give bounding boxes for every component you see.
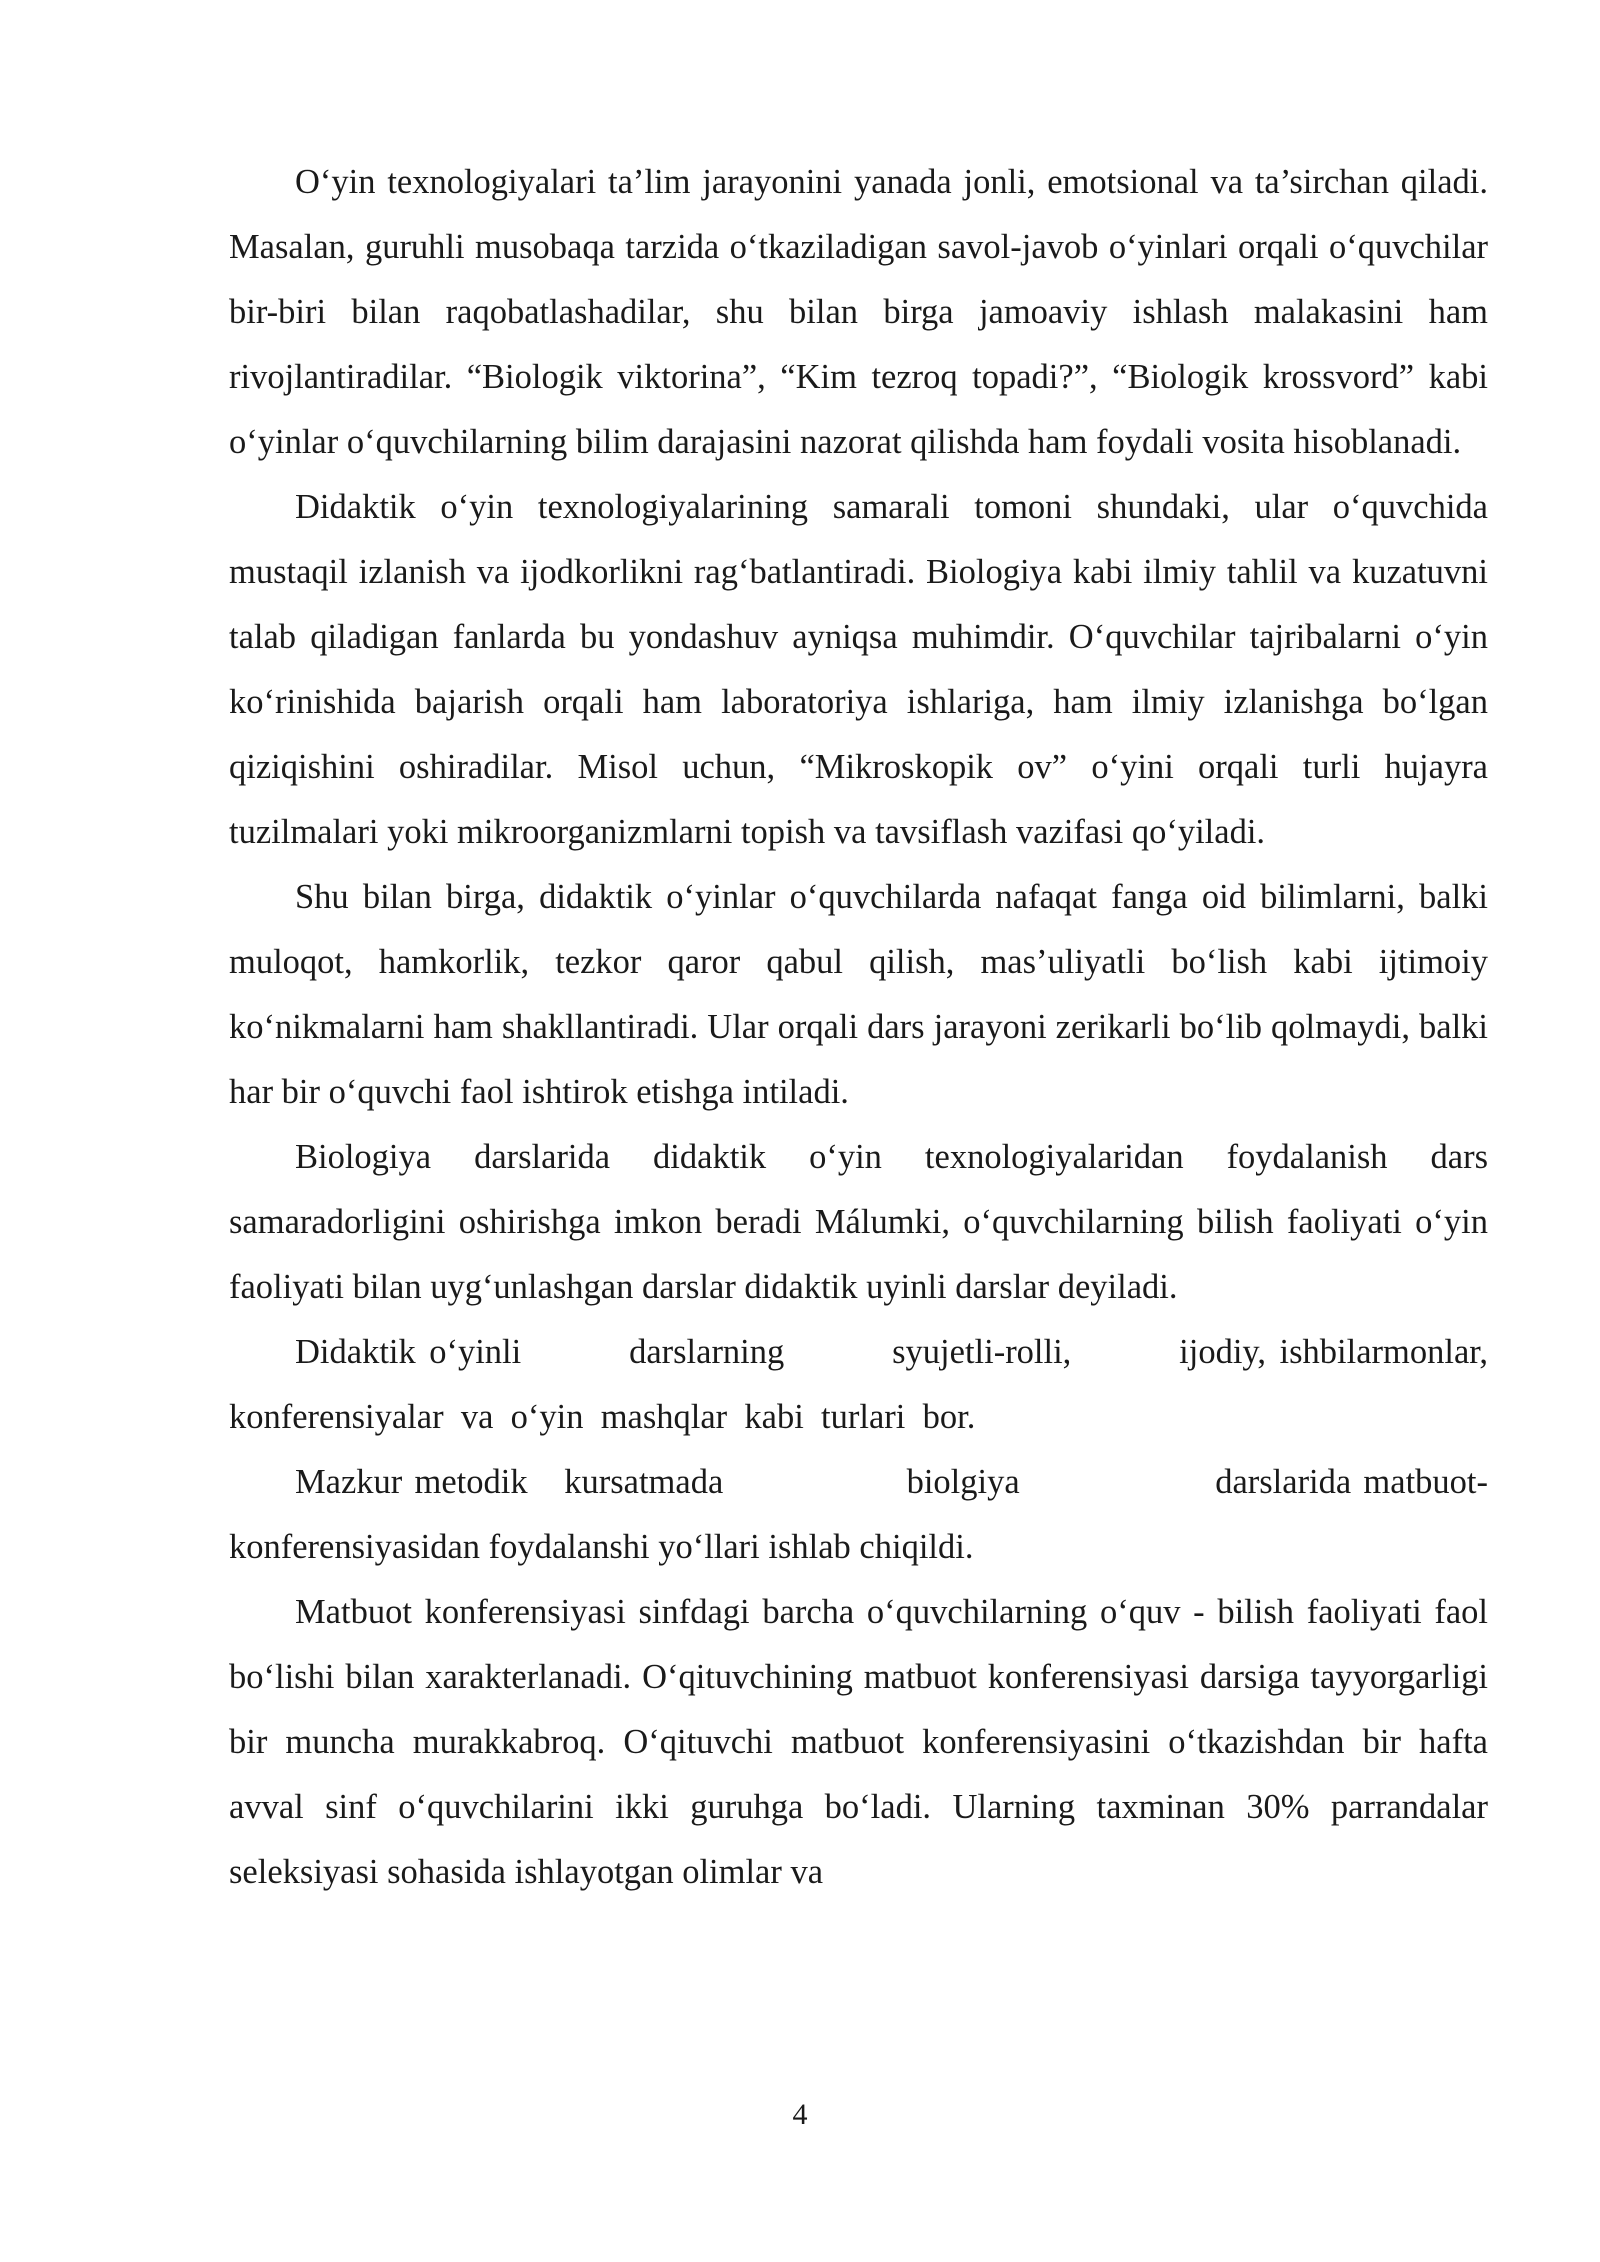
paragraph-7: Matbuot konferensiyasi sinfdagi barcha o‘quvchilarning o‘quv - bilish faoliyati faol bo‘lishi bilan xarakterlanadi. O‘qituvchining matbuot konferensiyasi darsiga tayyorgarligi bir muncha murakkabroq. O‘qituvchi matbuot konferensiyasini o‘tkazishdan bir hafta avval sinf o‘quvchilarini ikki guruhga bo‘ladi. Ularning taxminan 30% parrandalar seleksiyasi sohasida ishlayotgan olimlar va: [229, 1593, 1488, 1891]
paragraph-4: Biologiya darslarida didaktik o‘yin texnologiyalaridan foydalanish dars samaradorligini oshirishga imkon beradi Málumki, o‘quvchilarning bilish faoliyati o‘yin faoliyati bilan uyg‘unlashgan darslar didaktik uyinli darslar deyiladi.: [229, 1138, 1488, 1306]
page-number: 4: [792, 2098, 808, 2131]
body-text: [229, 150, 1497, 1905]
paragraph-2: Didaktik o‘yin texnologiyalarining samarali tomoni shundaki, ular o‘quvchida mustaqil izlanish va ijodkorlikni rag‘batlantiradi. Biologiya kabi ilmiy tahlil va kuzatuvni talab qiladigan fanlarda bu yondashuv ayniqsa muhimdir. O‘quvchilar tajribalarni o‘yin ko‘rinishida bajarish orqali ham laboratoriya ishlariga, ham ilmiy izlanishga bo‘lgan qiziqishini oshiradilar. Misol uchun, “Mikroskopik ov” o‘yini orqali turli hujayra tuzilmalari yoki mikroorganizmlarni topish va tavsiflash vazifasi qo‘yiladi.: [229, 488, 1488, 851]
paragraph-5: Didaktik o‘yinli darslarning syujetli-rolli, ijodiy, ishbilarmonlar, konferensiyalar va o‘yin mashqlar kabi turlari bor.: [229, 1333, 1497, 1436]
paragraph-6: Mazkur metodik kursatmada biolgiya darslarida matbuot-konferensiyasidan foydalanshi yo‘llari ishlab chiqildi.: [229, 1463, 1488, 1566]
paragraph-3: Shu bilan birga, didaktik o‘yinlar o‘quvchilarda nafaqat fanga oid bilimlarni, balki muloqot, hamkorlik, tezkor qaror qabul qilish, mas’uliyatli bo‘lish kabi ijtimoiy ko‘nikmalarni ham shakllantiradi. Ular orqali dars jarayoni zerikarli bo‘lib qolmaydi, balki har bir o‘quvchi faol ishtirok etishga intiladi.: [229, 878, 1488, 1111]
paragraph-1: O‘yin texnologiyalari ta’lim jarayonini yanada jonli, emotsional va ta’sirchan qiladi. Masalan, guruhli musobaqa tarzida o‘tkaziladigan savol-javob o‘yinlari orqali o‘quvchilar bir-biri bilan raqobatlashadilar, shu bilan birga jamoaviy ishlash malakasini ham rivojlantiradilar. “Biologik viktorina”, “Kim tezroq topadi?”, “Biologik krossvord” kabi o‘yinlar o‘quvchilarning bilim darajasini nazorat qilishda ham foydali vosita hisoblanadi.: [229, 163, 1488, 461]
